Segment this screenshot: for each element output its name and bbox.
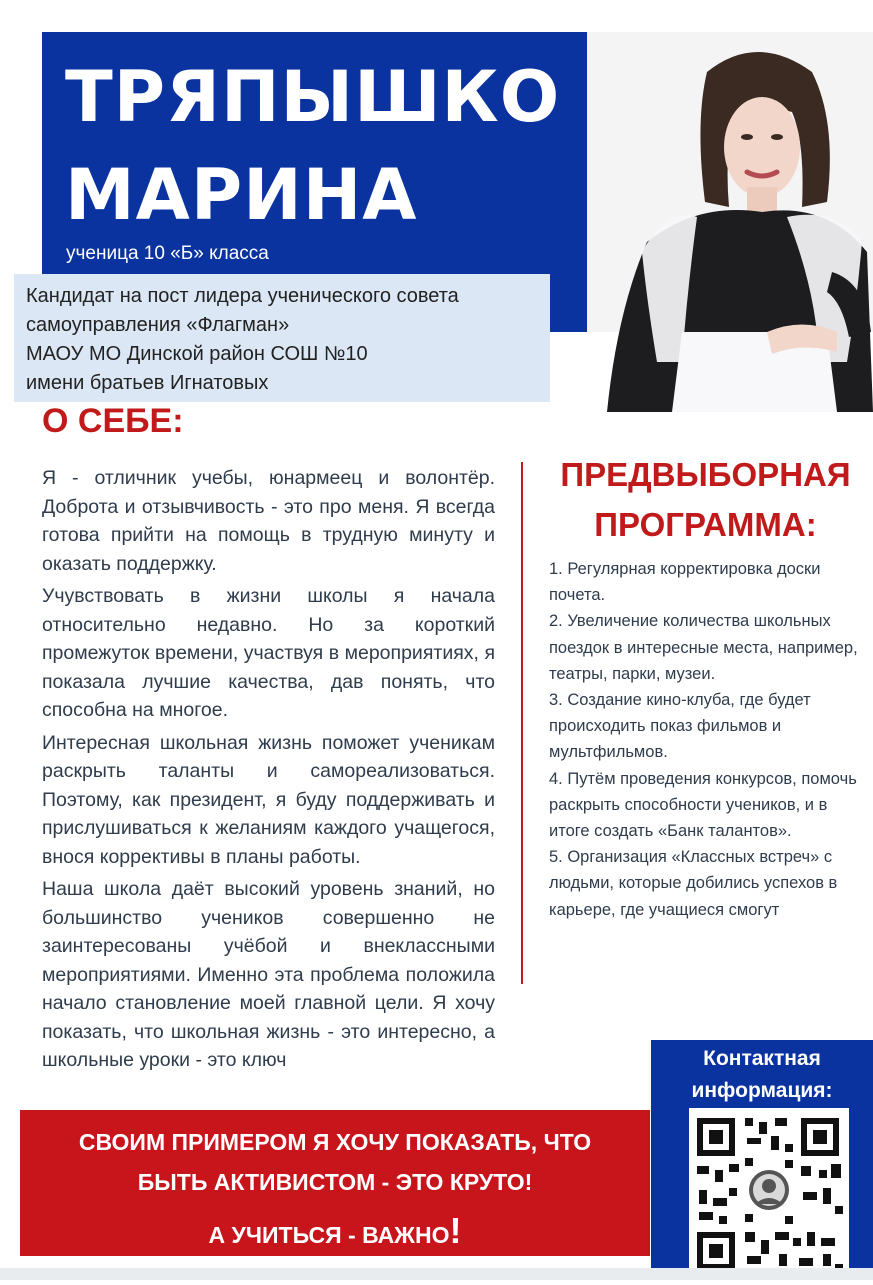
candidate-line: МАОУ МО Динской район СОШ №10 [26,343,368,365]
bottom-strip [0,1268,873,1280]
candidate-line: Кандидат на пост лидера ученического совета [26,285,459,307]
program-item: 5. Организация «Классных встреч» с людьми, которые добились успехов в карьере, где учащиеся смогут [549,848,838,919]
about-paragraph: Наша школа даёт высокий уровень знаний, но большинство учеников совершенно не заинтересованы учёбой и внеклассными мероприятиями. Именно эта проблема положила начало становление моей главной цели. Я хочу показать, что школьная жизнь - это интересно, а школьные уроки - это ключ [42,878,495,1071]
slogan-banner [20,1110,650,1256]
program-item: 4. Путём проведения конкурсов, помочь раскрыть способности учеников, и в итоге создать «Банк талантов». [549,769,857,841]
contact-box [651,1040,873,1280]
candidate-photo [587,32,873,412]
about-text [42,464,495,1088]
program-title-line: ПРЕДВЫБОРНАЯ [560,456,851,493]
program-item: 2. Увеличение количества школьных поездок в интересные места, например, театры, парки, музеи. [549,612,858,683]
about-paragraph: Интересная школьная жизнь поможет ученикам раскрыть таланты и самореализоваться. Поэтому, как президент, я буду поддерживать и прислушиваться к желаниям каждого учащегося, внося коррективы в планы работы. [42,731,495,868]
program-list [549,556,865,923]
contact-title-line: информация: [691,1079,833,1102]
candidate-first-name: МАРИНА [65,154,418,236]
program-title [538,450,873,550]
qr-code-icon[interactable] [689,1108,849,1280]
candidate-info-box [14,274,550,402]
slogan-line: БЫТЬ АКТИВИСТОМ - ЭТО КРУТО! [137,1169,533,1195]
column-divider [521,462,523,984]
program-title-line: ПРОГРАММА: [594,506,817,543]
candidate-line: имени братьев Игнатовых [26,372,269,394]
about-paragraph: Я - отличник учебы, юнармеец и волонтёр. Доброта и отзывчивость - это про меня. Я всегда готова прийти на помощь в трудную минуту и оказать поддержку. [42,467,495,575]
candidate-line: самоуправления «Флагман» [26,314,290,336]
contact-title [651,1040,873,1107]
slogan-line-text: А УЧИТЬСЯ - ВАЖНО [208,1222,450,1248]
program-item: 1. Регулярная корректировка доски почета. [549,560,821,605]
candidate-grade: ученица 10 «Б» класса [66,243,269,264]
about-paragraph: Учувствовать в жизни школы я начала относительно недавно. Но за короткий промежуток времени, участвуя в мероприятиях, я показала лучшие качества, дав понять, что способна на многое. [42,585,495,721]
candidate-surname: ТРЯПЫШКО [65,56,561,138]
about-title: О СЕБЕ: [42,402,184,440]
slogan-line [20,1208,650,1258]
contact-title-line: Контактная [703,1047,821,1070]
program-item: 3. Создание кино-клуба, где будет происходить показ фильмов и мультфильмов. [549,691,811,762]
slogan-line: СВОИМ ПРИМЕРОМ Я ХОЧУ ПОКАЗАТЬ, ЧТО [78,1129,592,1155]
slogan-exclamation: ! [449,1210,462,1251]
